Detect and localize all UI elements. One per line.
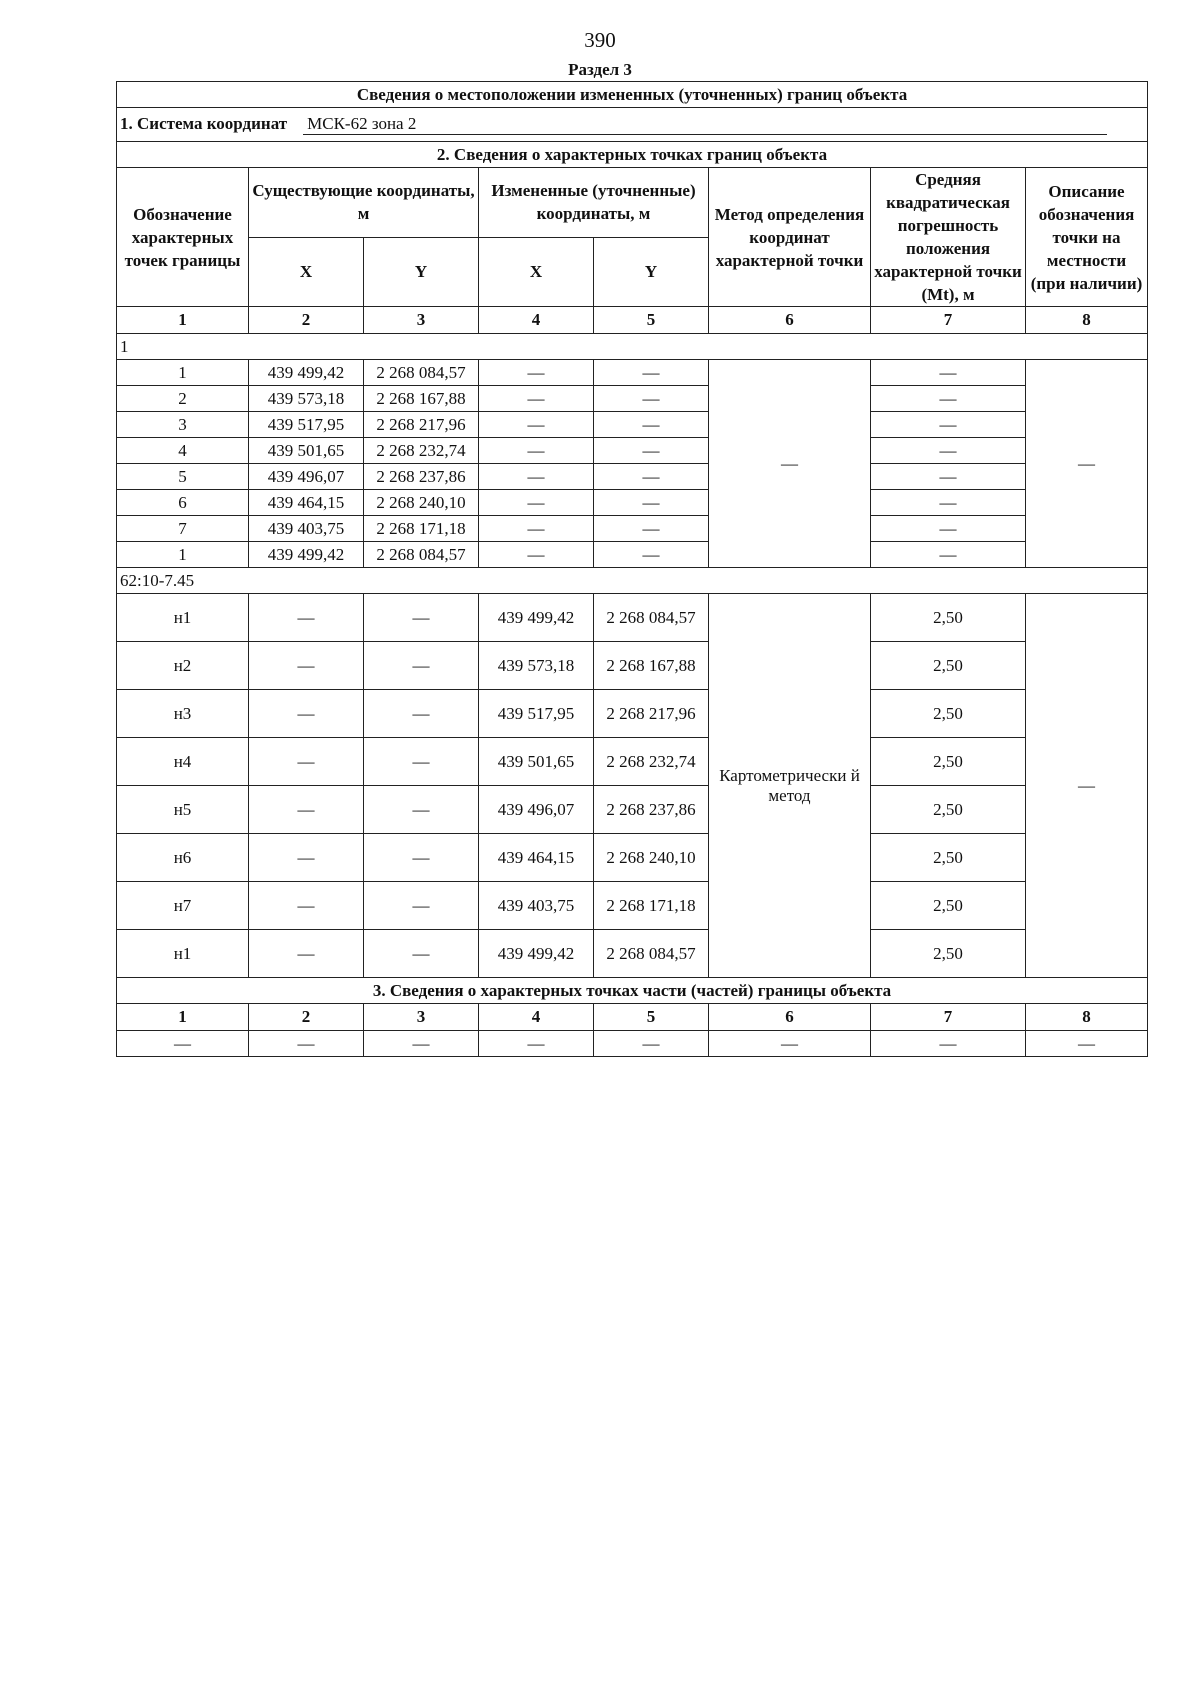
existing-y: 2 268 232,74 — [364, 438, 479, 464]
error-value: 2,50 — [871, 786, 1026, 834]
existing-y: 2 268 237,86 — [364, 464, 479, 490]
error-value: 2,50 — [871, 834, 1026, 882]
existing-x: — — [249, 594, 364, 642]
existing-y: — — [364, 594, 479, 642]
existing-x: — — [249, 882, 364, 930]
coord-system-value: МСК-62 зона 2 — [303, 114, 1107, 135]
column-number: 2 — [249, 1004, 364, 1031]
header-designation: Обозначение характерных точек границы — [117, 168, 249, 307]
changed-x: — — [479, 464, 594, 490]
point-designation: 3 — [117, 412, 249, 438]
column-number: 7 — [871, 1004, 1026, 1031]
error-value: 2,50 — [871, 930, 1026, 978]
existing-y: — — [364, 834, 479, 882]
error-value: — — [871, 360, 1026, 386]
changed-y: — — [594, 464, 709, 490]
point-designation: 1 — [117, 360, 249, 386]
points-section-title: 2. Сведения о характерных точках границ объекта — [117, 142, 1148, 168]
header-method: Метод определения координат характерной точки — [709, 168, 871, 307]
table-row — [117, 882, 1148, 930]
error-value: — — [871, 516, 1026, 542]
header-existing-x: X — [249, 237, 364, 307]
changed-y: — — [594, 490, 709, 516]
changed-x: — — [479, 412, 594, 438]
group1-method: — — [709, 360, 871, 568]
table-row — [117, 594, 1148, 642]
header-error: Средняя квадратическая погрешность положения характерной точки (Mt), м — [871, 168, 1026, 307]
changed-y: 2 268 084,57 — [594, 594, 709, 642]
existing-x: — — [249, 738, 364, 786]
column-number: 1 — [117, 1004, 249, 1031]
group2-description: — — [1026, 594, 1148, 978]
changed-x: 439 499,42 — [479, 594, 594, 642]
existing-x: — — [249, 690, 364, 738]
existing-y: 2 268 217,96 — [364, 412, 479, 438]
coord-system-label: 1. Система координат — [120, 114, 288, 133]
group2-label-row — [117, 568, 1148, 594]
group1-label: 1 — [117, 334, 1148, 360]
point-designation: 4 — [117, 438, 249, 464]
point-designation: н5 — [117, 786, 249, 834]
table-row — [117, 386, 1148, 412]
column-numbers-row — [117, 307, 1148, 334]
existing-x: 439 499,42 — [249, 360, 364, 386]
existing-y: 2 268 167,88 — [364, 386, 479, 412]
existing-x: 439 496,07 — [249, 464, 364, 490]
column-number: 5 — [594, 1004, 709, 1031]
empty-cell: — — [594, 1031, 709, 1057]
group1-label-row — [117, 334, 1148, 360]
error-value: — — [871, 542, 1026, 568]
existing-x: 439 517,95 — [249, 412, 364, 438]
table-row — [117, 464, 1148, 490]
changed-x: 439 403,75 — [479, 882, 594, 930]
existing-x: — — [249, 642, 364, 690]
column-number: 6 — [709, 307, 871, 334]
empty-cell: — — [249, 1031, 364, 1057]
table-row — [117, 690, 1148, 738]
error-value: — — [871, 438, 1026, 464]
existing-y: — — [364, 930, 479, 978]
changed-y: 2 268 084,57 — [594, 930, 709, 978]
changed-x: 439 496,07 — [479, 786, 594, 834]
table-row — [117, 516, 1148, 542]
changed-x: — — [479, 490, 594, 516]
empty-cell: — — [709, 1031, 871, 1057]
changed-x: 439 464,15 — [479, 834, 594, 882]
existing-x: 439 573,18 — [249, 386, 364, 412]
changed-y: 2 268 217,96 — [594, 690, 709, 738]
error-value: 2,50 — [871, 642, 1026, 690]
existing-y: 2 268 084,57 — [364, 542, 479, 568]
table-row — [117, 360, 1148, 386]
error-value: — — [871, 412, 1026, 438]
existing-y: — — [364, 738, 479, 786]
page-number: 390 — [584, 28, 616, 52]
existing-x: 439 501,65 — [249, 438, 364, 464]
changed-x: — — [479, 360, 594, 386]
header-changed-y: Y — [594, 237, 709, 307]
table-row — [117, 786, 1148, 834]
error-value: 2,50 — [871, 690, 1026, 738]
table-row — [117, 542, 1148, 568]
changed-y: — — [594, 516, 709, 542]
parts-section-title: 3. Сведения о характерных точках части (частей) границы объекта — [117, 978, 1148, 1004]
column-number: 8 — [1026, 1004, 1148, 1031]
header-changed-x: X — [479, 237, 594, 307]
table-row — [117, 438, 1148, 464]
column-number: 4 — [479, 307, 594, 334]
existing-y: 2 268 240,10 — [364, 490, 479, 516]
changed-x: 439 499,42 — [479, 930, 594, 978]
table-row — [117, 642, 1148, 690]
existing-y: — — [364, 882, 479, 930]
point-designation: н1 — [117, 594, 249, 642]
error-value: — — [871, 464, 1026, 490]
changed-y: — — [594, 386, 709, 412]
point-designation: 1 — [117, 542, 249, 568]
point-designation: н2 — [117, 642, 249, 690]
point-designation: 2 — [117, 386, 249, 412]
parts-empty-row — [117, 1031, 1148, 1057]
group1-description: — — [1026, 360, 1148, 568]
existing-y: — — [364, 642, 479, 690]
point-designation: 5 — [117, 464, 249, 490]
changed-x: 439 573,18 — [479, 642, 594, 690]
table-row — [117, 738, 1148, 786]
table-row — [117, 412, 1148, 438]
changed-y: — — [594, 542, 709, 568]
point-designation: н4 — [117, 738, 249, 786]
boundary-table — [116, 81, 1148, 1057]
changed-x: — — [479, 542, 594, 568]
error-value: — — [871, 490, 1026, 516]
changed-x: 439 517,95 — [479, 690, 594, 738]
existing-x: — — [249, 834, 364, 882]
changed-y: 2 268 171,18 — [594, 882, 709, 930]
existing-x: — — [249, 930, 364, 978]
coord-system-row — [117, 108, 1148, 142]
table-row — [117, 834, 1148, 882]
existing-x: 439 403,75 — [249, 516, 364, 542]
changed-x: — — [479, 438, 594, 464]
changed-y: 2 268 232,74 — [594, 738, 709, 786]
column-number: 1 — [117, 307, 249, 334]
group2-method: Картометрически й метод — [709, 594, 871, 978]
existing-x: 439 499,42 — [249, 542, 364, 568]
changed-y: — — [594, 412, 709, 438]
changed-x: 439 501,65 — [479, 738, 594, 786]
changed-x: — — [479, 516, 594, 542]
changed-y: — — [594, 438, 709, 464]
existing-y: 2 268 171,18 — [364, 516, 479, 542]
empty-cell: — — [871, 1031, 1026, 1057]
table-row — [117, 930, 1148, 978]
header-description: Описание обозначения точки на местности (при наличии) — [1026, 168, 1148, 307]
existing-y: — — [364, 690, 479, 738]
existing-y: — — [364, 786, 479, 834]
empty-cell: — — [117, 1031, 249, 1057]
point-designation: 7 — [117, 516, 249, 542]
changed-x: — — [479, 386, 594, 412]
changed-y: 2 268 167,88 — [594, 642, 709, 690]
parts-column-numbers-row — [117, 1004, 1148, 1031]
column-number: 3 — [364, 307, 479, 334]
column-number: 2 — [249, 307, 364, 334]
column-number: 8 — [1026, 307, 1148, 334]
header-existing-y: Y — [364, 237, 479, 307]
header-existing: Существующие координаты, м — [249, 168, 479, 238]
group2-label: 62:10-7.45 — [117, 568, 1148, 594]
header-changed: Измененные (уточненные) координаты, м — [479, 168, 709, 238]
point-designation: н6 — [117, 834, 249, 882]
column-number: 5 — [594, 307, 709, 334]
existing-x: 439 464,15 — [249, 490, 364, 516]
error-value: 2,50 — [871, 594, 1026, 642]
empty-cell: — — [364, 1031, 479, 1057]
column-number: 3 — [364, 1004, 479, 1031]
point-designation: н3 — [117, 690, 249, 738]
point-designation: н1 — [117, 930, 249, 978]
existing-x: — — [249, 786, 364, 834]
table-row — [117, 490, 1148, 516]
section-title: Раздел 3 — [568, 60, 632, 79]
changed-y: 2 268 237,86 — [594, 786, 709, 834]
point-designation: 6 — [117, 490, 249, 516]
point-designation: н7 — [117, 882, 249, 930]
column-number: 4 — [479, 1004, 594, 1031]
column-number: 6 — [709, 1004, 871, 1031]
error-value: — — [871, 386, 1026, 412]
changed-y: — — [594, 360, 709, 386]
changed-y: 2 268 240,10 — [594, 834, 709, 882]
table-title: Сведения о местоположении измененных (уточненных) границ объекта — [117, 82, 1148, 108]
error-value: 2,50 — [871, 882, 1026, 930]
existing-y: 2 268 084,57 — [364, 360, 479, 386]
empty-cell: — — [479, 1031, 594, 1057]
error-value: 2,50 — [871, 738, 1026, 786]
empty-cell: — — [1026, 1031, 1148, 1057]
column-number: 7 — [871, 307, 1026, 334]
